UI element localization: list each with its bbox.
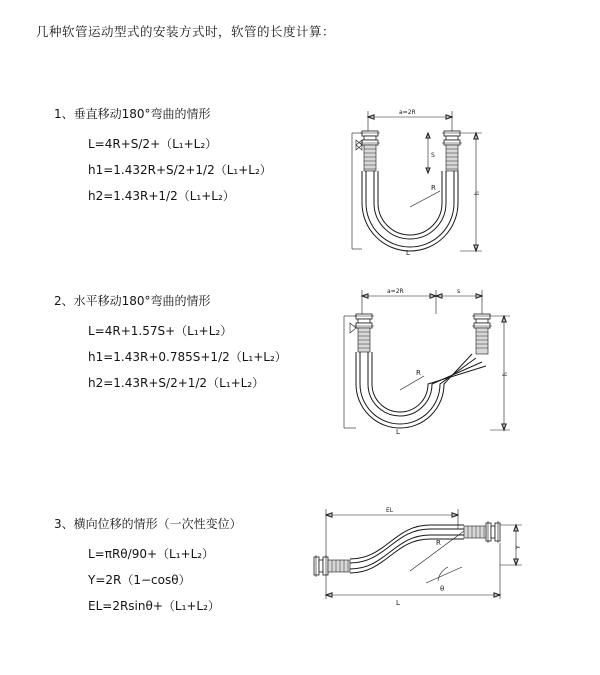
formula-line: L=πRθ/90+（L₁+L₂）: [88, 547, 215, 561]
svg-text:s: s: [457, 288, 461, 295]
vertical-180-bend-diagram: [300, 73, 530, 303]
svg-text:L: L: [396, 428, 400, 436]
horizontal-180-bend-diagram: [300, 272, 530, 472]
formula-line: Y=2R（1−cosθ）: [88, 573, 191, 587]
svg-text:h: h: [474, 191, 481, 195]
svg-text:R: R: [436, 539, 441, 547]
formula-line: L=4R+1.57S+（L₁+L₂）: [88, 324, 233, 338]
formula-list: [88, 318, 287, 396]
formula-line: h2=1.43R+1/2（L₁+L₂）: [88, 189, 235, 203]
formula-line: h2=1.43R+S/2+1/2（L₁+L₂）: [88, 376, 265, 390]
formula-line: L=4R+S/2+（L₁+L₂）: [88, 137, 218, 151]
svg-text:EL: EL: [386, 507, 394, 514]
formula-line: EL=2Rsinθ+（L₁+L₂）: [88, 599, 220, 613]
formula-list: [88, 131, 272, 209]
lateral-offset-diagram: [290, 495, 540, 635]
page-title: 几种软管运动型式的安装方式时，软管的长度计算：: [36, 24, 336, 39]
svg-text:h: h: [502, 372, 509, 376]
svg-text:L: L: [406, 249, 410, 257]
svg-text:θ: θ: [440, 585, 445, 593]
svg-text:a=2R: a=2R: [387, 288, 404, 295]
svg-text:R: R: [431, 184, 436, 192]
section-title: 3、横向位移的情形（一次性变位）: [54, 517, 242, 531]
svg-text:L: L: [396, 599, 400, 607]
svg-text:a=2R: a=2R: [399, 109, 416, 116]
formula-line: h1=1.43R+0.785S+1/2（L₁+L₂）: [88, 350, 287, 364]
svg-text:R: R: [416, 369, 421, 377]
svg-text:S: S: [431, 152, 435, 159]
section-title: 1、垂直移动180°弯曲的情形: [54, 107, 211, 121]
section-title: 2、水平移动180°弯曲的情形: [54, 294, 211, 308]
svg-text:Y: Y: [515, 545, 522, 549]
formula-line: h1=1.432R+S/2+1/2（L₁+L₂）: [88, 163, 272, 177]
formula-list: [88, 541, 220, 619]
